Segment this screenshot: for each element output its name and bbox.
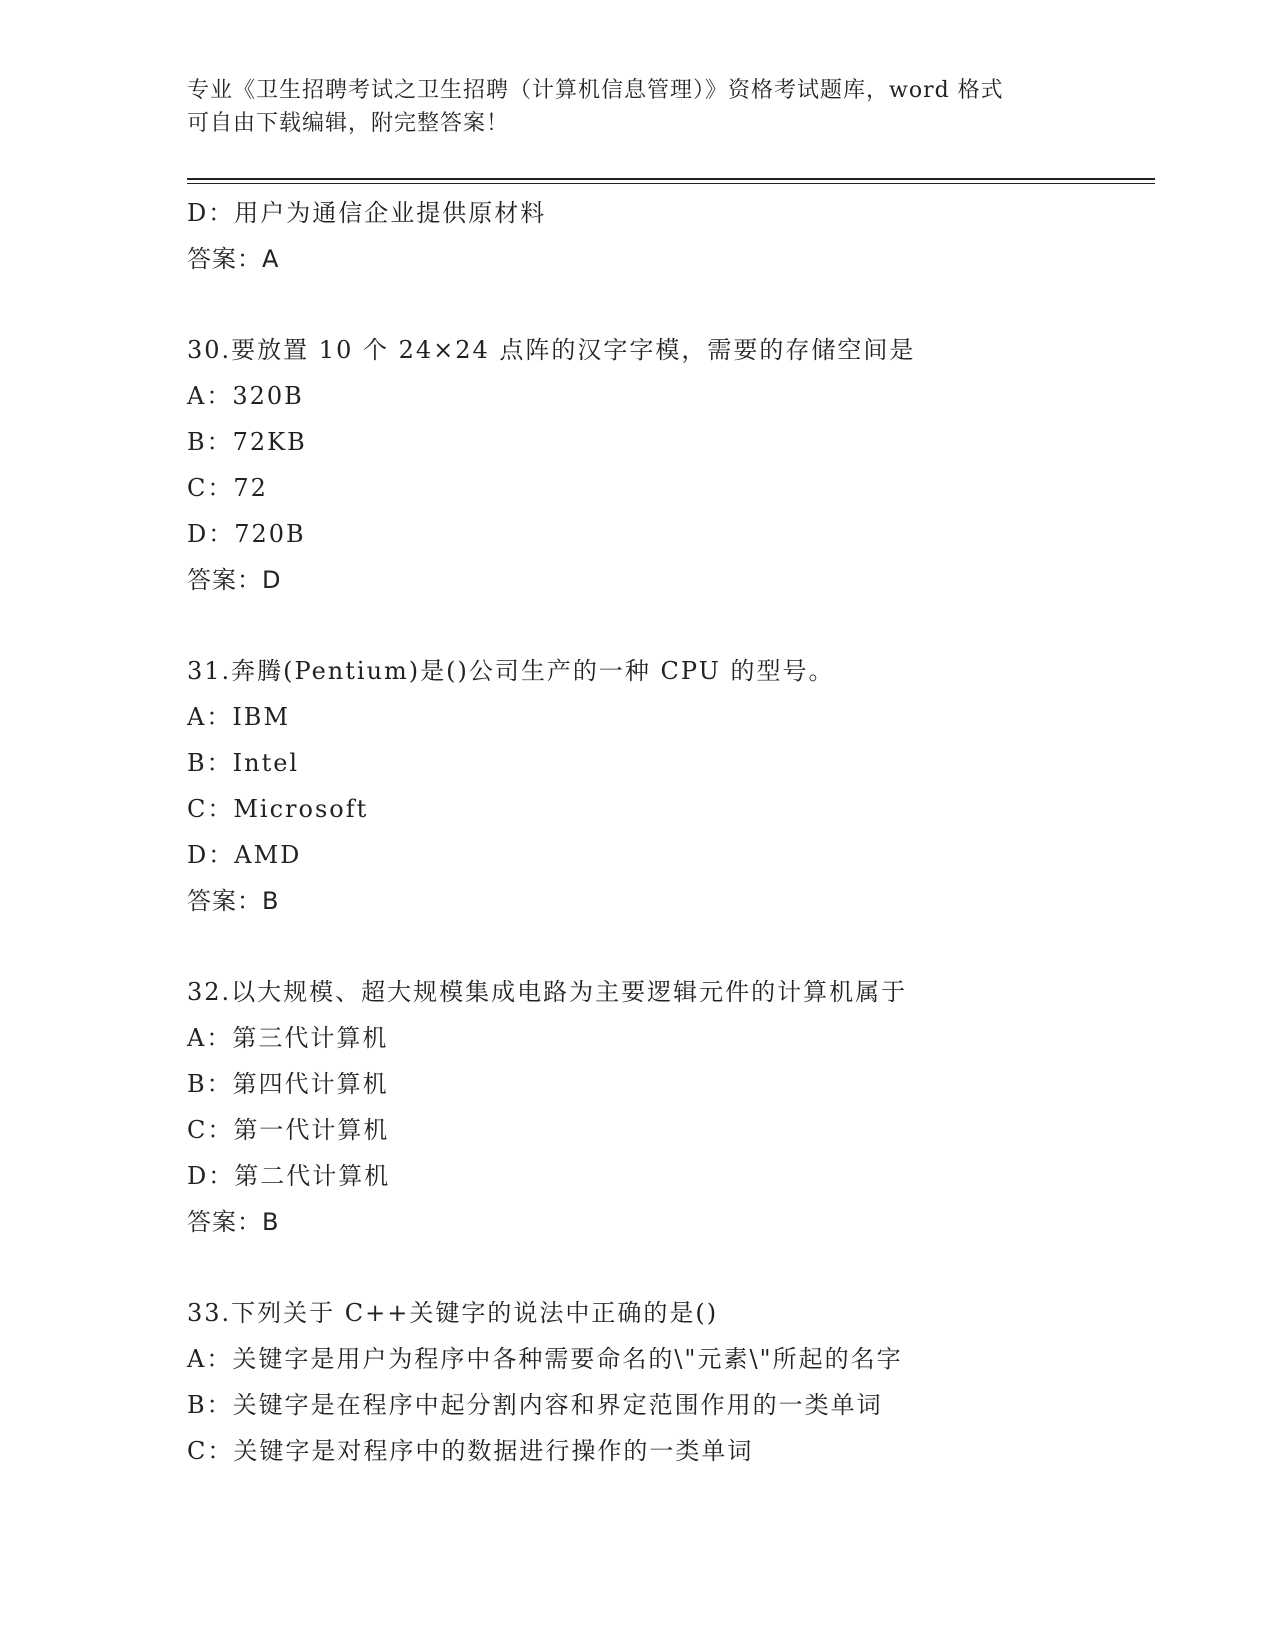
header-line-1: 专业《卫生招聘考试之卫生招聘（计算机信息管理）》资格考试题库，word 格式 xyxy=(187,78,1004,103)
spacer xyxy=(187,603,1167,648)
option-a: A：320B xyxy=(187,382,304,410)
option-c: C：72 xyxy=(187,474,268,502)
spacer xyxy=(187,1245,1167,1290)
option-d: D：用户为通信企业提供原材料 xyxy=(187,199,547,227)
header-line-2: 可自由下载编辑，附完整答案！ xyxy=(187,111,510,136)
option-a: A：关键字是用户为程序中各种需要命名的\"元素\"所起的名字 xyxy=(187,1345,903,1373)
option-d: D：AMD xyxy=(187,841,302,869)
question-text: 33.下列关于 C++关键字的说法中正确的是() xyxy=(187,1299,719,1327)
option-a: A：第三代计算机 xyxy=(187,1024,389,1052)
option-a: A：IBM xyxy=(187,703,291,731)
document-header xyxy=(187,74,1087,140)
option-c: C：关键字是对程序中的数据进行操作的一类单词 xyxy=(187,1437,754,1465)
question-text: 32.以大规模、超大规模集成电路为主要逻辑元件的计算机属于 xyxy=(187,978,908,1006)
question-text: 31.奔腾(Pentium)是()公司生产的一种 CPU 的型号。 xyxy=(187,657,835,685)
question-30-block xyxy=(187,327,1167,603)
answer: 答案：D xyxy=(187,566,282,594)
spacer xyxy=(187,924,1167,969)
answer: 答案：B xyxy=(187,887,280,915)
option-b: B：第四代计算机 xyxy=(187,1070,389,1098)
question-list xyxy=(187,190,1167,1474)
spacer xyxy=(187,282,1167,327)
question-text: 30.要放置 10 个 24×24 点阵的汉字字模，需要的存储空间是 xyxy=(187,336,916,364)
option-d: D：720B xyxy=(187,520,306,548)
option-b: B：72KB xyxy=(187,428,307,456)
answer: 答案：A xyxy=(187,245,280,273)
question-29-block xyxy=(187,190,1167,282)
option-b: B：Intel xyxy=(187,749,300,777)
header-rule-thin xyxy=(187,183,1155,184)
header-rule-thick xyxy=(187,178,1155,180)
question-33-block xyxy=(187,1290,1167,1474)
question-31-block xyxy=(187,648,1167,924)
option-c: C：第一代计算机 xyxy=(187,1116,390,1144)
answer: 答案：B xyxy=(187,1208,280,1236)
option-c: C：Microsoft xyxy=(187,795,369,823)
question-32-block xyxy=(187,969,1167,1245)
option-d: D：第二代计算机 xyxy=(187,1162,391,1190)
option-b: B：关键字是在程序中起分割内容和界定范围作用的一类单词 xyxy=(187,1391,883,1419)
